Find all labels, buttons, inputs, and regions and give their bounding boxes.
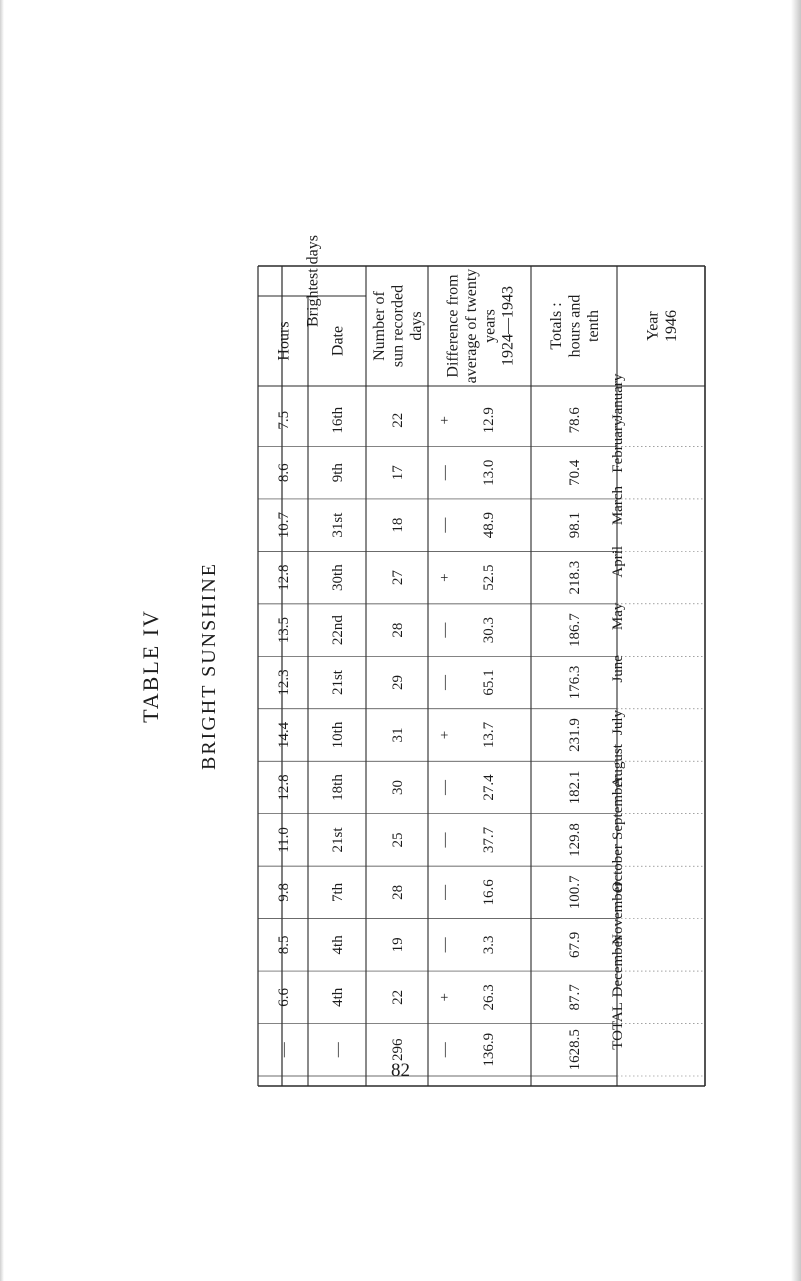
month-label: December — [610, 935, 626, 998]
brightest-hours: 7.5 — [276, 410, 292, 430]
brightest-date: 21st — [330, 827, 346, 853]
month-label: January — [610, 373, 626, 421]
table-body — [276, 373, 626, 1070]
month-label: August — [610, 744, 626, 788]
brightest-date: 7th — [330, 882, 346, 902]
column-headers — [276, 235, 680, 383]
sun-days-value: 22 — [390, 989, 406, 1005]
total-value: 129.8 — [567, 823, 583, 857]
sun-days-value: 296 — [390, 1038, 406, 1062]
table-row — [276, 546, 626, 595]
brightest-hours: 6.6 — [276, 987, 292, 1007]
difference-value: 30.3 — [481, 616, 497, 644]
brightest-hours: 9.8 — [276, 883, 292, 902]
total-value: 87.7 — [567, 984, 583, 1011]
difference-sign: — — [437, 1042, 453, 1058]
total-value: 67.9 — [567, 931, 583, 958]
brightest-date: 31st — [330, 512, 346, 538]
table-title: BRIGHT SUNSHINE — [198, 562, 220, 770]
month-label: March — [610, 485, 626, 526]
brightest-hours: 12.3 — [276, 669, 292, 696]
sun-days-value: 19 — [390, 937, 406, 953]
brightest-hours: 12.8 — [276, 564, 292, 591]
month-label: July — [610, 709, 626, 735]
difference-value: 13.7 — [481, 721, 497, 749]
brightest-date: 30th — [330, 564, 346, 591]
table-row — [276, 709, 626, 751]
header-hours: Hours — [275, 321, 293, 361]
difference-value: 136.9 — [481, 1032, 497, 1067]
difference-value: 65.1 — [481, 669, 497, 696]
difference-sign: — — [437, 675, 453, 691]
difference-value: 3.3 — [481, 935, 497, 955]
total-value: 98.1 — [567, 512, 583, 539]
brightest-date: 4th — [330, 935, 346, 955]
sun-days-value: 28 — [390, 884, 406, 900]
month-label: TOTAL — [610, 1002, 626, 1050]
difference-sign: — — [437, 832, 453, 848]
difference-sign: — — [437, 937, 453, 953]
sun-days-value: 25 — [390, 832, 406, 848]
total-value: 182.1 — [567, 770, 583, 805]
sun-days-value: 27 — [390, 570, 406, 586]
difference-sign: — — [437, 622, 453, 638]
brightest-date: 9th — [330, 463, 346, 483]
table-row — [276, 486, 626, 539]
total-value: 78.6 — [567, 407, 583, 434]
total-value: 70.4 — [567, 459, 583, 486]
difference-sign: — — [437, 465, 453, 481]
month-label: September — [610, 775, 626, 840]
difference-value: 16.6 — [481, 879, 497, 906]
header-year: Year1946 — [644, 310, 680, 342]
month-label: June — [610, 655, 626, 683]
difference-value: 48.9 — [481, 512, 497, 539]
brightest-hours: 10.7 — [276, 512, 292, 539]
header-difference: Difference fromaverage of twentyyears1924—1943 — [444, 268, 517, 384]
brightest-date: 10th — [330, 721, 346, 749]
month-label: February — [610, 418, 626, 473]
brightest-hours: 14.4 — [276, 721, 292, 749]
month-label: October — [610, 844, 626, 893]
difference-value: 26.3 — [481, 984, 497, 1011]
brightest-hours: 13.5 — [276, 616, 292, 644]
total-value: 100.7 — [567, 875, 583, 910]
brightest-date: 22nd — [330, 615, 346, 646]
sun-days-value: 17 — [390, 465, 406, 481]
month-label: April — [610, 545, 626, 578]
page-number: 82 — [391, 1060, 410, 1081]
difference-value: 27.4 — [481, 774, 497, 801]
brightest-date: 18th — [330, 774, 346, 801]
brightest-hours: — — [276, 1042, 292, 1058]
sun-days-value: 31 — [390, 727, 406, 743]
total-value: 231.9 — [567, 718, 583, 752]
brightest-date: 21st — [330, 670, 346, 696]
difference-sign: — — [437, 517, 453, 533]
difference-sign: + — [437, 993, 453, 1002]
total-value: 1628.5 — [567, 1029, 583, 1071]
table-row — [276, 602, 626, 647]
header-sun_days: Number ofsun recordeddays — [371, 284, 425, 368]
brightest-hours: 11.0 — [276, 827, 292, 853]
sun-days-value: 29 — [390, 675, 406, 691]
total-value: 176.3 — [567, 665, 583, 700]
difference-value: 37.7 — [481, 826, 497, 854]
sun-days-value: 30 — [390, 779, 406, 795]
difference-value: 13.0 — [481, 459, 497, 486]
table-row — [276, 373, 626, 433]
total-value: 218.3 — [567, 560, 583, 595]
brightest-date: 16th — [330, 406, 346, 434]
header-totals: Totals :hours andtenth — [548, 294, 602, 358]
brightest-hours: 12.8 — [276, 774, 292, 801]
difference-sign: + — [437, 730, 453, 740]
table-label: TABLE IV — [138, 609, 163, 723]
sun-days-value: 28 — [390, 622, 406, 638]
brightest-date: — — [330, 1042, 346, 1058]
brightest-date: 4th — [330, 987, 346, 1007]
header-date: Date — [329, 325, 347, 357]
sun-days-value: 22 — [390, 412, 406, 428]
header-brightest-days: Brightest days — [304, 235, 322, 327]
difference-sign: — — [437, 779, 453, 795]
table-row — [276, 655, 626, 700]
brightest-hours: 8.6 — [276, 463, 292, 483]
difference-sign: — — [437, 884, 453, 900]
sun-days-value: 18 — [390, 517, 406, 533]
difference-sign: + — [437, 415, 453, 425]
month-label: November — [610, 881, 626, 945]
month-label: May — [610, 602, 626, 631]
total-value: 186.7 — [567, 613, 583, 647]
difference-value: 12.9 — [481, 407, 497, 434]
difference-sign: + — [437, 573, 453, 582]
brightest-hours: 8.5 — [276, 935, 292, 955]
difference-value: 52.5 — [481, 564, 497, 591]
